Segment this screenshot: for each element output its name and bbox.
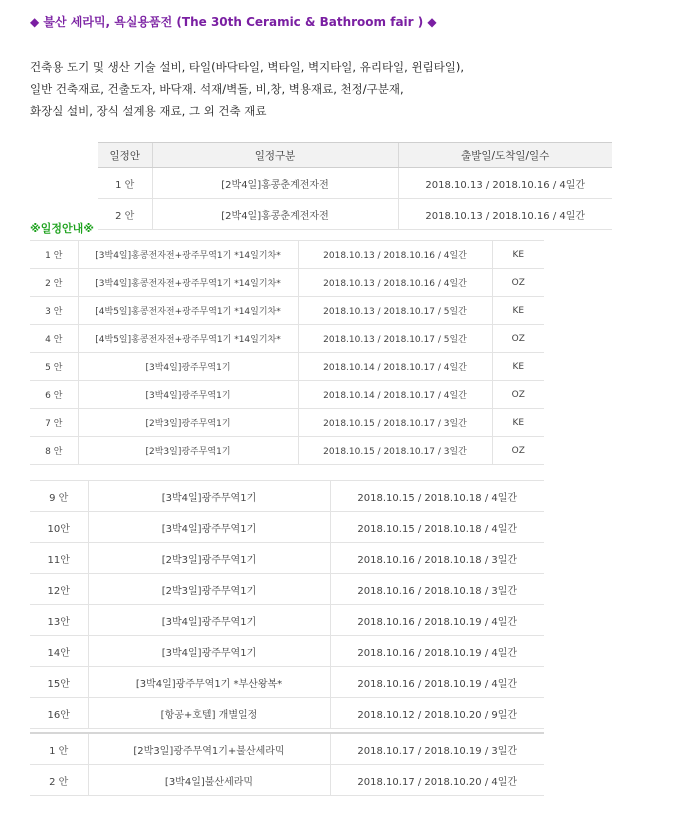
plan-number: 3 안 bbox=[30, 297, 78, 325]
plan-dates: 2018.10.14 / 2018.10.17 / 4일간 bbox=[298, 381, 492, 409]
plan-name[interactable]: [2박3일]광주무역1기 bbox=[88, 543, 330, 574]
plan-number: 8 안 bbox=[30, 437, 78, 465]
plan-name[interactable]: [2박4일]홍콩춘계전자전 bbox=[152, 199, 398, 230]
plan-name[interactable]: [2박3일]광주무역1기 bbox=[88, 574, 330, 605]
plan-dates: 2018.10.14 / 2018.10.17 / 4일간 bbox=[298, 353, 492, 381]
plan-dates: 2018.10.16 / 2018.10.19 / 4일간 bbox=[330, 667, 544, 698]
plan-dates: 2018.10.13 / 2018.10.16 / 4일간 bbox=[298, 269, 492, 297]
plan-number: 1 안 bbox=[98, 168, 152, 199]
column-header: 출발일/도착일/일수 bbox=[398, 143, 612, 168]
plan-number: 4 안 bbox=[30, 325, 78, 353]
plan-name[interactable]: [2박3일]광주무역1기 bbox=[78, 409, 298, 437]
plan-number: 16안 bbox=[30, 698, 88, 729]
plan-dates: 2018.10.15 / 2018.10.17 / 3일간 bbox=[298, 437, 492, 465]
plan-number: 15안 bbox=[30, 667, 88, 698]
schedule-main-table bbox=[98, 142, 612, 230]
plan-dates: 2018.10.13 / 2018.10.16 / 4일간 bbox=[398, 199, 612, 230]
plan-number: 2 안 bbox=[30, 765, 88, 796]
plan-name[interactable]: [3박4일]광주무역1기 bbox=[88, 636, 330, 667]
table-row[interactable] bbox=[30, 325, 544, 353]
plan-number: 12안 bbox=[30, 574, 88, 605]
table-header-row bbox=[98, 143, 612, 168]
table-row[interactable] bbox=[30, 543, 544, 574]
table-row[interactable] bbox=[30, 605, 544, 636]
page-title: ◆ 불산 세라믹, 욕실용품전 (The 30th Ceramic & Bathroom fair ) ◆ bbox=[30, 15, 437, 29]
table-row[interactable] bbox=[30, 698, 544, 729]
plan-dates: 2018.10.16 / 2018.10.19 / 4일간 bbox=[330, 605, 544, 636]
table-row[interactable] bbox=[30, 667, 544, 698]
table-row[interactable] bbox=[98, 199, 612, 230]
plan-dates: 2018.10.16 / 2018.10.18 / 3일간 bbox=[330, 574, 544, 605]
plan-number: 7 안 bbox=[30, 409, 78, 437]
plan-name[interactable]: [4박5일]홍콩전자전+광주무역1기 *14일기차* bbox=[78, 297, 298, 325]
airline-code: OZ bbox=[492, 437, 544, 465]
table-row[interactable] bbox=[30, 733, 544, 765]
plan-number: 9 안 bbox=[30, 481, 88, 512]
table-row[interactable] bbox=[30, 574, 544, 605]
table-row[interactable] bbox=[30, 512, 544, 543]
plan-number: 1 안 bbox=[30, 241, 78, 269]
plan-number: 11안 bbox=[30, 543, 88, 574]
column-header: 일정구분 bbox=[152, 143, 398, 168]
plan-dates: 2018.10.15 / 2018.10.17 / 3일간 bbox=[298, 409, 492, 437]
airline-code: KE bbox=[492, 297, 544, 325]
plan-dates: 2018.10.17 / 2018.10.20 / 4일간 bbox=[330, 765, 544, 796]
plan-name[interactable]: [2박3일]광주무역1기 bbox=[78, 437, 298, 465]
plan-name[interactable]: [3박4일]불산세라믹 bbox=[88, 765, 330, 796]
table-row[interactable] bbox=[30, 297, 544, 325]
airline-code: OZ bbox=[492, 325, 544, 353]
plan-name[interactable]: [3박4일]광주무역1기 bbox=[88, 512, 330, 543]
table-row[interactable] bbox=[30, 636, 544, 667]
plan-number: 2 안 bbox=[30, 269, 78, 297]
plan-name[interactable]: [3박4일]광주무역1기 *부산왕복* bbox=[88, 667, 330, 698]
table-row[interactable] bbox=[98, 168, 612, 199]
table-row[interactable] bbox=[30, 353, 544, 381]
table-row[interactable] bbox=[30, 409, 544, 437]
intro-line: 화장실 설비, 장식 설계용 재료, 그 외 건축 재료 bbox=[30, 104, 267, 118]
plan-number: 13안 bbox=[30, 605, 88, 636]
plan-number: 6 안 bbox=[30, 381, 78, 409]
schedule-air-table bbox=[30, 240, 544, 465]
plan-dates: 2018.10.16 / 2018.10.18 / 3일간 bbox=[330, 543, 544, 574]
plan-name[interactable]: [2박3일]광주무역1기+불산세라믹 bbox=[88, 733, 330, 765]
plan-dates: 2018.10.13 / 2018.10.17 / 5일간 bbox=[298, 297, 492, 325]
plan-number: 1 안 bbox=[30, 733, 88, 765]
schedule-busan-table bbox=[30, 732, 544, 796]
plan-dates: 2018.10.13 / 2018.10.16 / 4일간 bbox=[298, 241, 492, 269]
plan-dates: 2018.10.13 / 2018.10.17 / 5일간 bbox=[298, 325, 492, 353]
table-row[interactable] bbox=[30, 381, 544, 409]
plan-name[interactable]: [3박4일]홍콩전자전+광주무역1기 *14일기차* bbox=[78, 241, 298, 269]
plan-number: 14안 bbox=[30, 636, 88, 667]
plan-dates: 2018.10.15 / 2018.10.18 / 4일간 bbox=[330, 512, 544, 543]
plan-name[interactable]: [3박4일]광주무역1기 bbox=[88, 481, 330, 512]
plan-number: 10안 bbox=[30, 512, 88, 543]
table-row[interactable] bbox=[30, 437, 544, 465]
plan-name[interactable]: [3박4일]광주무역1기 bbox=[88, 605, 330, 636]
plan-dates: 2018.10.12 / 2018.10.20 / 9일간 bbox=[330, 698, 544, 729]
airline-code: KE bbox=[492, 353, 544, 381]
plan-name[interactable]: [4박5일]홍콩전자전+광주무역1기 *14일기차* bbox=[78, 325, 298, 353]
intro-text bbox=[30, 56, 630, 122]
plan-number: 5 안 bbox=[30, 353, 78, 381]
plan-dates: 2018.10.17 / 2018.10.19 / 3일간 bbox=[330, 733, 544, 765]
plan-name[interactable]: [3박4일]광주무역1기 bbox=[78, 381, 298, 409]
plan-name[interactable]: [3박4일]홍콩전자전+광주무역1기 *14일기차* bbox=[78, 269, 298, 297]
plan-dates: 2018.10.16 / 2018.10.19 / 4일간 bbox=[330, 636, 544, 667]
column-header: 일정안 bbox=[98, 143, 152, 168]
plan-name[interactable]: [3박4일]광주무역1기 bbox=[78, 353, 298, 381]
plan-name[interactable]: [항공+호텔] 개별일정 bbox=[88, 698, 330, 729]
schedule-notice-label: ※일정안내※ bbox=[30, 222, 94, 235]
intro-line: 일반 건축재료, 건출도자, 바닥재. 석재/벽돌, 비,창, 벽용재료, 천정/구분재, bbox=[30, 82, 404, 96]
plan-name[interactable]: [2박4일]홍콩춘계전자전 bbox=[152, 168, 398, 199]
plan-dates: 2018.10.13 / 2018.10.16 / 4일간 bbox=[398, 168, 612, 199]
table-row[interactable] bbox=[30, 765, 544, 796]
airline-code: OZ bbox=[492, 381, 544, 409]
table-row[interactable] bbox=[30, 481, 544, 512]
airline-code: KE bbox=[492, 241, 544, 269]
plan-number: 2 안 bbox=[98, 199, 152, 230]
table-row[interactable] bbox=[30, 269, 544, 297]
intro-line: 건축용 도기 및 생산 기술 설비, 타일(바닥타일, 벽타일, 벽지타일, 유리타일, 윈림타일), bbox=[30, 60, 465, 74]
plan-dates: 2018.10.15 / 2018.10.18 / 4일간 bbox=[330, 481, 544, 512]
table-row[interactable] bbox=[30, 241, 544, 269]
airline-code: KE bbox=[492, 409, 544, 437]
schedule-more-table bbox=[30, 480, 544, 729]
airline-code: OZ bbox=[492, 269, 544, 297]
